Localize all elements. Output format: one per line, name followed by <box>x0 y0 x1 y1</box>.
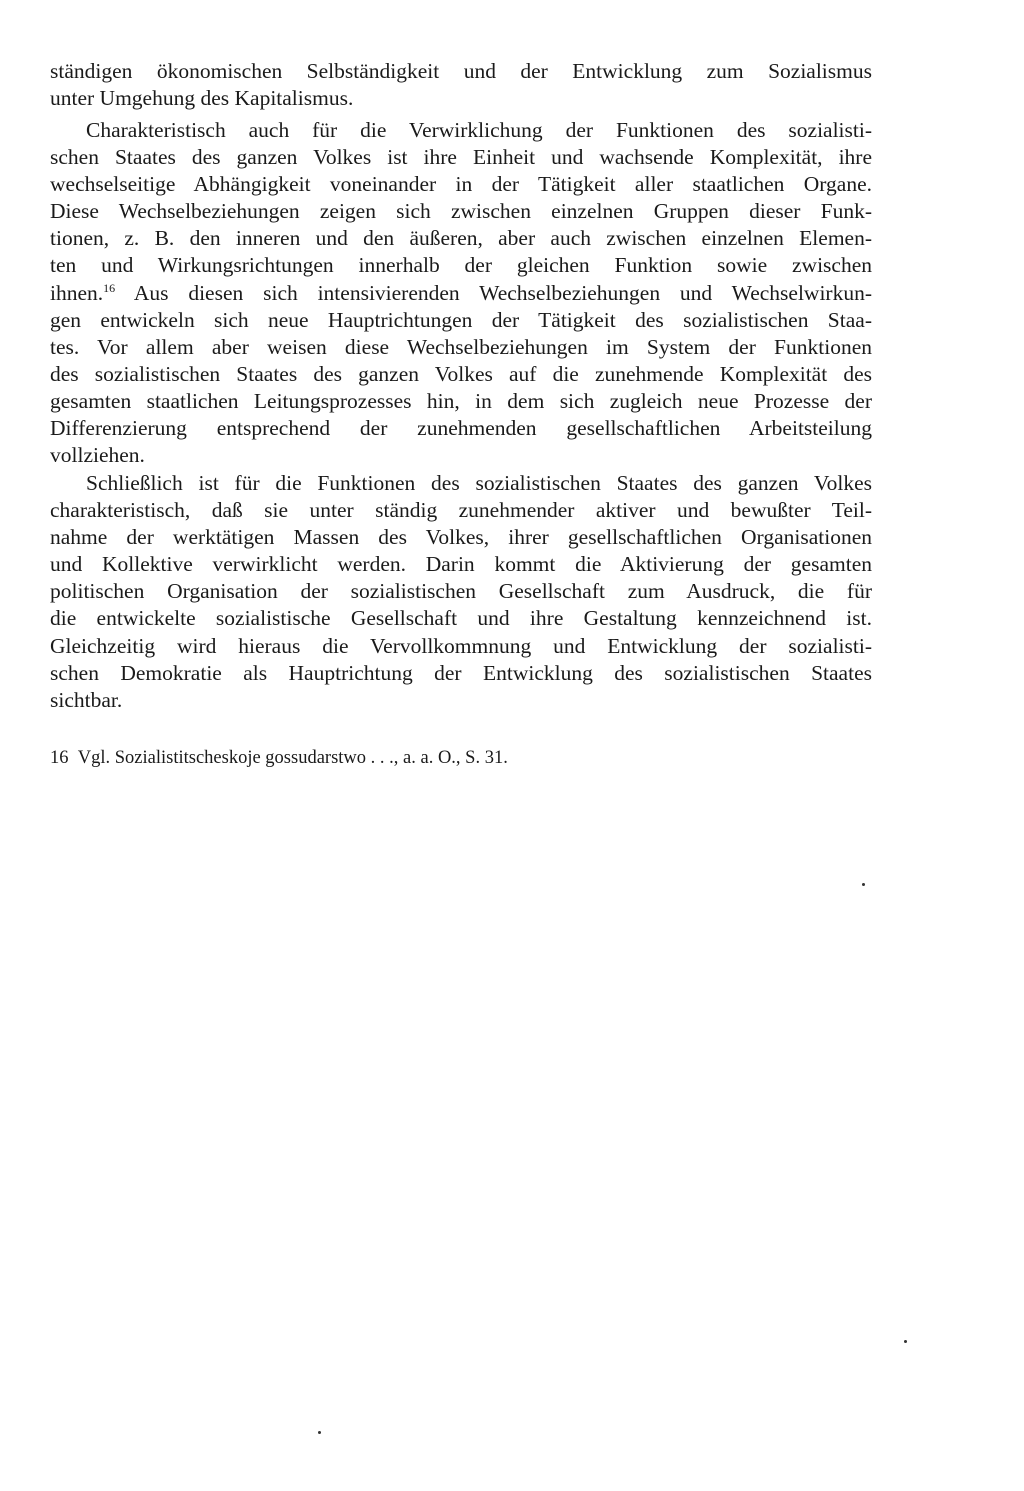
text-line: nahme der werktätigen Massen des Volkes, ihrer gesellschaftlichen Organisationen <box>50 525 872 550</box>
text-line: gen entwickeln sich neue Hauptrichtungen der Tätigkeit des sozialistischen Staa- <box>50 307 872 332</box>
text-line-with-footnote <box>50 280 872 307</box>
text-line: Schließlich ist für die Funktionen des sozialistischen Staates des ganzen Volkes <box>86 471 872 495</box>
text-line: vollziehen. <box>50 443 145 468</box>
text-line: tes. Vor allem aber weisen diese Wechselbeziehungen im System der Funktionen <box>50 334 872 359</box>
text-line: des sozialistischen Staates des ganzen Volkes auf die zunehmende Komplexität des <box>50 361 872 386</box>
text-line: ständigen ökonomischen Selbständigkeit und der Entwicklung zum Sozialismus <box>50 59 872 83</box>
paragraph-continuation <box>50 58 872 112</box>
text-line: ten und Wirkungsrichtungen innerhalb der gleichen Funktion sowie zwischen <box>50 253 872 278</box>
text-line: Differenzierung entsprechend der zunehmenden gesellschaftlichen Arbeitsteilung <box>50 416 872 441</box>
scan-speck <box>318 1431 321 1434</box>
footnote-text: Vgl. Sozialistitscheskoje gossudarstwo . . ., a. a. O., S. 31. <box>77 748 508 768</box>
text-line: gesamten staatlichen Leitungsprozesses hin, in dem sich zugleich neue Prozesse der <box>50 388 872 413</box>
text-line: Diese Wechselbeziehungen zeigen sich zwischen einzelnen Gruppen dieser Funk- <box>50 199 872 224</box>
paragraph-conclusion <box>50 470 872 714</box>
footnote <box>50 746 508 770</box>
scan-speck <box>862 883 865 886</box>
text-line: und Kollektive verwirklicht werden. Darin kommt die Aktivierung der gesamten <box>50 552 872 577</box>
footnote-number: 16 <box>50 748 69 768</box>
text-line: wechselseitige Abhängigkeit voneinander in der Tätigkeit aller staatlichen Organe. <box>50 172 872 197</box>
text-line: Charakteristisch auch für die Verwirklichung der Funktionen des sozialisti- <box>86 118 872 142</box>
text-fragment: Aus diesen sich intensivierenden Wechselbeziehungen und Wechselwirkun- <box>115 280 872 305</box>
text-line: tionen, z. B. den inneren und den äußeren, aber auch zwischen einzelnen Elemen- <box>50 226 872 251</box>
footnote-reference: 16 <box>103 280 116 295</box>
text-line: sichtbar. <box>50 687 123 712</box>
text-line: unter Umgehung des Kapitalismus. <box>50 86 354 111</box>
text-line: charakteristisch, daß sie unter ständig zunehmender aktiver und bewußter Teil- <box>50 498 872 523</box>
text-fragment: ihnen. <box>50 280 104 305</box>
text-line: die entwickelte sozialistische Gesellschaft und ihre Gestaltung kennzeichnend ist. <box>50 606 872 631</box>
text-line: Gleichzeitig wird hieraus die Vervollkommnung und Entwicklung der sozialisti- <box>50 633 872 658</box>
scan-speck <box>904 1340 907 1343</box>
text-line: schen Staates des ganzen Volkes ist ihre Einheit und wachsende Komplexität, ihre <box>50 145 872 170</box>
text-line: politischen Organisation der sozialistischen Gesellschaft zum Ausdruck, die für <box>50 579 872 604</box>
paragraph-characteristics <box>50 117 872 469</box>
text-line: schen Demokratie als Hauptrichtung der Entwicklung des sozialistischen Staates <box>50 660 872 685</box>
